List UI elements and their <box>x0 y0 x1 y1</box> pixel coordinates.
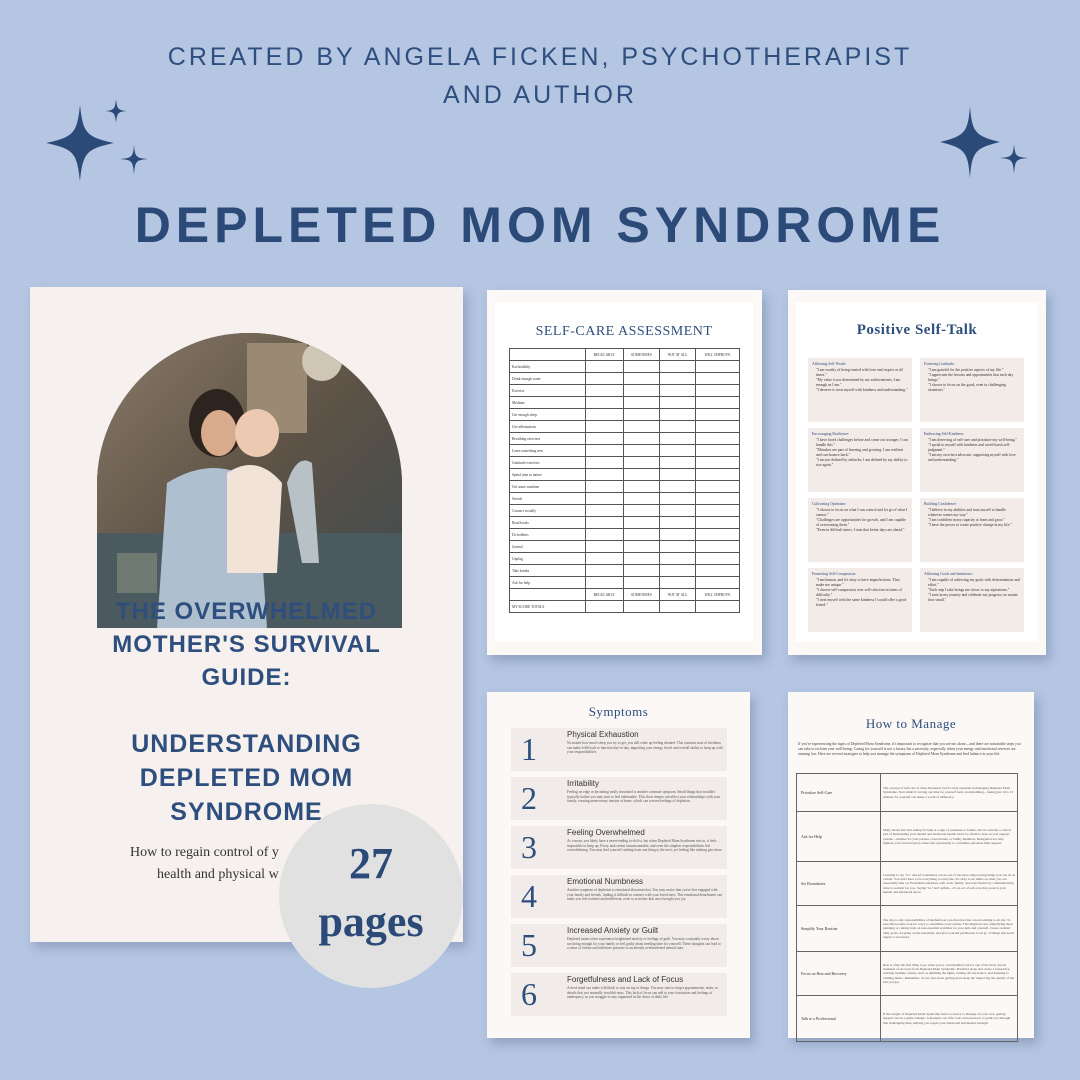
self-care-checkbox-cell[interactable] <box>695 481 739 493</box>
self-care-row-label: Use affirmations <box>510 421 586 433</box>
symptom-description: Another symptom of depletion is emotional disconnection. You may notice that you're less engaged with your family and friends, finding it difficult to connect with your loved ones. This emotional detachment can make you feel isolated and indifferent, even to activities that once brought you joy. <box>567 888 722 902</box>
self-care-column-header: NOT AT ALL <box>660 349 696 361</box>
manage-row <box>797 862 1018 906</box>
affirmation-box <box>808 498 912 562</box>
manage-description: The day-to-day responsibilities of motherhood can often feel like a never-ending to-do list. To ease this burden, look for ways to streamline your routine. This might involve simplifying meal planning or cutting back on non-essential activities for your kids and yourself. Create realistic daily goals, focusing on the essentials, and give yourself permission to let go of things that aren't urgent or necessary. <box>881 906 1018 952</box>
affirmation-line: "I choose to focus on what I can control and let go of what I cannot." <box>816 508 908 517</box>
affirmation-line: "I am human, and it's okay to have imperfections. They make me unique." <box>816 578 901 587</box>
cover-title-1 <box>50 595 443 694</box>
self-care-checkbox-cell[interactable] <box>586 481 624 493</box>
self-care-checkbox-cell[interactable] <box>695 529 739 541</box>
self-care-score-cell[interactable] <box>586 601 624 613</box>
self-care-row-label: Unplug <box>510 553 586 565</box>
self-care-checkbox-cell[interactable] <box>660 457 696 469</box>
self-care-row <box>510 541 740 553</box>
header-line-2: AND AUTHOR <box>443 81 637 109</box>
self-care-checkbox-cell[interactable] <box>695 553 739 565</box>
manage-strategy: Set Boundaries <box>797 862 881 906</box>
affirmation-line: "I treat myself with the same kindness I would offer a good friend." <box>816 598 907 607</box>
affirmation-line: "Even in difficult times, I trust that better days are ahead." <box>816 528 905 532</box>
self-care-checkbox-cell[interactable] <box>695 385 739 397</box>
self-care-checkbox-cell[interactable] <box>660 529 696 541</box>
self-care-checkbox-cell[interactable] <box>623 397 660 409</box>
affirmation-heading: Building Confidence: <box>924 502 957 506</box>
self-care-checkbox-cell[interactable] <box>660 421 696 433</box>
symptom-item <box>511 973 727 1016</box>
self-care-checkbox-cell[interactable] <box>623 481 660 493</box>
self-care-checkbox-cell[interactable] <box>586 529 624 541</box>
self-care-title: SELF-CARE ASSESSMENT <box>535 324 713 339</box>
cover-subtitle-line-1: How to regain control of y <box>130 845 279 860</box>
affirmation-line: "I appreciate the lessons and opportunities that each day brings." <box>928 373 1014 382</box>
affirmation-heading: Encouraging Resilience: <box>812 432 850 436</box>
manage-strategy: Talk to a Professional <box>797 996 881 1042</box>
affirmation-line: "Challenges are opportunities for growth, and I am capable of overcoming them." <box>816 518 906 527</box>
affirmation-line: "Mistakes are part of learning and growing. I am resilient and can bounce back." <box>816 448 904 457</box>
symptom-number: 3 <box>521 829 537 865</box>
affirmation-box <box>920 358 1024 422</box>
self-care-row <box>510 565 740 577</box>
self-care-assessment-page <box>487 290 762 655</box>
affirmation-line: "I am not defined by setbacks; I am defined by my ability to rise again." <box>816 458 908 467</box>
symptom-title: Feeling Overwhelmed <box>567 828 645 837</box>
self-care-row-label: Ask for help <box>510 577 586 589</box>
cover-title-1-line-2: MOTHER'S SURVIVAL <box>112 631 381 658</box>
self-care-row <box>510 481 740 493</box>
manage-strategy: Prioritize Self-Care <box>797 774 881 812</box>
self-care-checkbox-cell[interactable] <box>660 361 696 373</box>
self-care-row-label: Gratitude exercises <box>510 457 586 469</box>
self-care-header-row <box>510 349 740 361</box>
affirmation-box <box>808 358 912 422</box>
self-care-checkbox-cell[interactable] <box>623 457 660 469</box>
self-care-row-label: Learn something new <box>510 445 586 457</box>
self-care-checkbox-cell[interactable] <box>586 445 624 457</box>
self-care-column-header: WILL IMPROVE <box>695 349 739 361</box>
self-care-score-cell[interactable] <box>660 601 696 613</box>
affirmation-line: "I am capable of achieving my goals with determination and effort." <box>928 578 1020 587</box>
manage-description: Many moms feel that asking for help is a sign of weakness or failure, but it's actually a critical part of maintaining your mental and emotional health. Don't be afraid to lean on your support system—whether it's your partner, close friends, or family members. Delegation not only lightens your load but gives others the opportunity to contribute and share their support. <box>881 812 1018 862</box>
self-care-row <box>510 577 740 589</box>
self-care-row <box>510 409 740 421</box>
sparkle-icon-right <box>930 100 1040 190</box>
affirmation-heading: Fostering Gratitude: <box>924 362 955 366</box>
self-care-checkbox-cell[interactable] <box>586 541 624 553</box>
manage-table <box>796 773 1018 1042</box>
manage-row <box>797 774 1018 812</box>
affirmation-heading: Affirming Goals and Intentions: <box>924 572 973 576</box>
symptoms-title: Symptoms <box>588 704 649 719</box>
manage-title: How to Manage <box>865 716 957 731</box>
self-care-checkbox-cell[interactable] <box>695 457 739 469</box>
self-care-checkbox-cell[interactable] <box>623 565 660 577</box>
manage-description: The concept of self-care is often discussed, but it's truly essential in managing Depleted Mom Syndrome. Start small if carving out time for yourself feels overwhelming—taking just 10 to 15 minutes for yourself can make a world of difference. <box>881 774 1018 812</box>
self-care-checkbox-cell[interactable] <box>586 373 624 385</box>
affirmation-line: "My value is not determined by my achievements; I am enough as I am." <box>816 378 901 387</box>
affirmation-box <box>808 568 912 632</box>
affirmation-box <box>920 568 1024 632</box>
self-care-checkbox-cell[interactable] <box>623 493 660 505</box>
manage-intro: If you're experiencing the signs of Depleted Mom Syndrome, it's important to recognize that you are not alone—and there are actionable steps you can take to reclaim your well-being. Caring for yourself is not a luxury but a necessity, especially when your energy and emotional reserves are running low. Here are several strategies to help you manage the symptoms of Depleted Mom Syndrome and find balance in your life. <box>798 742 1021 756</box>
manage-strategy: Simplify Your Routine <box>797 906 881 952</box>
self-care-checkbox-cell[interactable] <box>695 445 739 457</box>
page-count-number: 27 <box>349 839 393 888</box>
self-care-checkbox-cell[interactable] <box>695 409 739 421</box>
affirmation-line: "I believe in my abilities and trust myself to handle whatever comes my way." <box>928 508 1006 517</box>
manage-strategy: Focus on Rest and Recovery <box>797 952 881 996</box>
manage-description: Rest is often the first thing to go when you're overwhelmed, but it's one of the most crucial elements of recovery from Depleted Mom Syndrome. Prioritize sleep and create a restorative, relaxing bedtime routine, such as dimming the lights, turning off electronics, and listening to calming music. Remember, it's not just about getting more sleep but improving the quality of the rest you get. <box>881 952 1018 996</box>
self-care-checkbox-cell[interactable] <box>623 385 660 397</box>
self-care-checkbox-cell[interactable] <box>623 373 660 385</box>
self-care-checkbox-cell[interactable] <box>695 577 739 589</box>
self-care-checkbox-cell[interactable] <box>660 493 696 505</box>
self-care-checkbox-cell[interactable] <box>695 493 739 505</box>
self-care-checkbox-cell[interactable] <box>586 385 624 397</box>
self-care-checkbox-cell[interactable] <box>660 505 696 517</box>
symptom-description: No matter how much sleep you try to get, you still wake up feeling drained. This constant state of tiredness can make it difficult to function day-to-day, impacting your energy levels and overall ability to keep up with your responsibilities. <box>567 741 723 755</box>
self-care-column-header: WILL IMPROVE <box>695 589 739 601</box>
manage-row <box>797 906 1018 952</box>
self-care-table <box>509 348 740 613</box>
self-care-score-label: MY SCORE TOTALS <box>510 601 586 613</box>
affirmation-line: "I am my own best advocate, supporting myself with love and understanding." <box>928 453 1016 462</box>
cover-subtitle-line-2: health and physical w <box>157 867 279 882</box>
header-line-1: CREATED BY ANGELA FICKEN, PSYCHOTHERAPIST <box>167 43 913 71</box>
self-care-checkbox-cell[interactable] <box>660 409 696 421</box>
affirmation-box <box>808 428 912 492</box>
self-care-checkbox-cell[interactable] <box>695 397 739 409</box>
self-care-checkbox-cell[interactable] <box>660 565 696 577</box>
positive-self-talk-page <box>788 290 1046 655</box>
symptom-title: Increased Anxiety or Guilt <box>567 926 659 935</box>
symptom-item <box>511 777 727 820</box>
affirmation-line: "I choose self-compassion over self-criticism in times of difficulty." <box>816 588 902 597</box>
cover-title-2-line-3: SYNDROME <box>170 798 323 826</box>
symptom-number: 4 <box>521 878 537 914</box>
cover-title-2-line-2: DEPLETED MOM <box>139 764 354 792</box>
page-count-label: pages <box>318 897 424 946</box>
manage-row <box>797 996 1018 1042</box>
self-care-row-label: Connect socially <box>510 505 586 517</box>
self-care-checkbox-cell[interactable] <box>586 577 624 589</box>
manage-row <box>797 812 1018 862</box>
self-care-column-header: SOMETIMES <box>623 349 660 361</box>
self-care-row <box>510 397 740 409</box>
symptom-item <box>511 728 727 771</box>
self-care-checkbox-cell[interactable] <box>586 505 624 517</box>
self-care-row-label: Journal <box>510 541 586 553</box>
self-care-checkbox-cell[interactable] <box>586 457 624 469</box>
manage-row <box>797 952 1018 996</box>
symptom-title: Irritability <box>567 779 600 788</box>
self-care-row-label: Breathing exercises <box>510 433 586 445</box>
manage-description: If the weight of Depleted Mom Syndrome feels too heavy to manage on your own, getting support can be a game-changer. A therapist can offer tools and resources to guide you through this challenging time, helping you regain your emotional and mental strength. <box>881 996 1018 1042</box>
symptom-item <box>511 924 727 967</box>
self-care-row <box>510 457 740 469</box>
self-care-row-label: Stretch <box>510 493 586 505</box>
self-care-row-label: Read books <box>510 517 586 529</box>
sparkle-icon-left <box>34 95 164 195</box>
self-care-checkbox-cell[interactable] <box>695 433 739 445</box>
symptom-title: Emotional Numbness <box>567 877 644 886</box>
self-care-checkbox-cell[interactable] <box>623 517 660 529</box>
main-title: DEPLETED MOM SYNDROME <box>134 197 946 253</box>
self-care-checkbox-cell[interactable] <box>586 469 624 481</box>
self-care-checkbox-cell[interactable] <box>586 493 624 505</box>
self-care-row-label: Take breaks <box>510 565 586 577</box>
self-care-row <box>510 469 740 481</box>
self-care-checkbox-cell[interactable] <box>586 517 624 529</box>
self-care-checkbox-cell[interactable] <box>660 385 696 397</box>
affirmation-line: "I am deserving of self-care and prioritize my well-being." <box>928 438 1018 442</box>
self-care-row <box>510 445 740 457</box>
self-care-row-label: Spend time in nature <box>510 469 586 481</box>
self-care-row <box>510 529 740 541</box>
self-care-column-header: NOT AT ALL <box>660 589 696 601</box>
self-care-checkbox-cell[interactable] <box>695 421 739 433</box>
self-care-header-empty <box>510 349 586 361</box>
symptom-number: 5 <box>521 927 537 963</box>
self-care-checkbox-cell[interactable] <box>623 577 660 589</box>
symptom-description: Depleted moms often experience heightened anxiety or feelings of guilt. You may constantly worry about not doing enough for your family or feel guilty about needing time for yourself. These thoughts can lead to a sense of failure and add more pressure to an already overburdened mental state. <box>567 937 721 951</box>
self-care-row <box>510 493 740 505</box>
affirmation-box <box>920 428 1024 492</box>
self-care-checkbox-cell[interactable] <box>623 529 660 541</box>
self-care-row-label: Do hobbies <box>510 529 586 541</box>
self-care-checkbox-cell[interactable] <box>623 505 660 517</box>
self-care-checkbox-cell[interactable] <box>660 481 696 493</box>
self-care-column-header: SOMETIMES <box>623 589 660 601</box>
affirmation-heading: Cultivating Optimism: <box>812 502 847 506</box>
self-care-checkbox-cell[interactable] <box>695 505 739 517</box>
self-care-row <box>510 385 740 397</box>
affirmation-line: "I have faced challenges before and come out stronger. I can handle this." <box>816 438 908 447</box>
manage-strategy: Ask for Help <box>797 812 881 862</box>
affirmation-line: "I trust in my journey and celebrate my progress, no matter how small." <box>928 593 1018 602</box>
self-care-checkbox-cell[interactable] <box>586 433 624 445</box>
self-care-row-label: Get some sunshine <box>510 481 586 493</box>
self-care-row <box>510 517 740 529</box>
symptom-description: A tired mind can make it difficult to stay on top of things. You may start to forget appointments, tasks, or details that you normally wouldn't miss. This lack of focus can add to your frustration and feelings of inadequacy, as you struggle to stay organized in the chaos of daily life. <box>567 986 718 1000</box>
self-care-checkbox-cell[interactable] <box>623 361 660 373</box>
self-care-row <box>510 553 740 565</box>
cover-title-1-line-1: THE OVERWHELMED <box>115 598 378 625</box>
affirmation-heading: Affirming Self-Worth: <box>812 362 847 366</box>
self-care-checkbox-cell[interactable] <box>586 409 624 421</box>
symptom-item <box>511 875 727 918</box>
affirmation-line: "I am confident in my capacity to learn and grow." <box>928 518 1005 522</box>
affirmation-heading: Embracing Self-Kindness: <box>924 432 965 436</box>
self-care-checkbox-cell[interactable] <box>660 517 696 529</box>
affirmation-line: "I am grateful for the positive aspects of my life." <box>928 368 1004 372</box>
symptom-title: Forgetfulness and Lack of Focus <box>567 975 684 984</box>
positive-title: Positive Self-Talk <box>856 322 978 338</box>
self-care-checkbox-cell[interactable] <box>623 541 660 553</box>
page-count-badge <box>279 804 463 988</box>
affirmation-line: "I have the power to create positive change in my life." <box>928 523 1012 527</box>
affirmation-box <box>920 498 1024 562</box>
symptom-item <box>511 826 727 869</box>
self-care-row <box>510 361 740 373</box>
self-care-row <box>510 421 740 433</box>
self-care-row-label: Meditate <box>510 397 586 409</box>
affirmation-line: "Each step I take brings me closer to my aspirations." <box>928 588 1010 592</box>
self-care-score-cell[interactable] <box>695 601 739 613</box>
self-care-checkbox-cell[interactable] <box>623 409 660 421</box>
self-care-checkbox-cell[interactable] <box>660 433 696 445</box>
self-care-checkbox-cell[interactable] <box>586 421 624 433</box>
self-care-checkbox-cell[interactable] <box>695 517 739 529</box>
self-care-checkbox-cell[interactable] <box>660 397 696 409</box>
self-care-row-label: Get enough sleep <box>510 409 586 421</box>
self-care-checkbox-cell[interactable] <box>586 565 624 577</box>
self-care-checkbox-cell[interactable] <box>695 541 739 553</box>
self-care-checkbox-cell[interactable] <box>660 469 696 481</box>
symptom-number: 2 <box>521 780 537 816</box>
self-care-row <box>510 373 740 385</box>
self-care-row-label: Exercise <box>510 385 586 397</box>
symptom-description: As a mom, you likely have a never-ending to-do list, but when Depleted Mom Syndrome sets in, it feels impossible to keep up. Every task seems insurmountable, and even the simplest responsibilities feel overwhelming. You may find yourself rushing from one thing to the next, yet feeling like nothing gets done. <box>567 839 723 853</box>
self-care-checkbox-cell[interactable] <box>660 445 696 457</box>
cover-title-1-line-3: GUIDE: <box>201 664 292 691</box>
self-care-checkbox-cell[interactable] <box>660 553 696 565</box>
self-care-score-row <box>510 601 740 613</box>
self-care-column-header: REGULARLY <box>586 589 624 601</box>
affirmation-line: "I am worthy of being treated with love and respect at all times." <box>816 368 903 377</box>
symptoms-page <box>487 692 750 1038</box>
self-care-checkbox-cell[interactable] <box>623 421 660 433</box>
affirmation-line: "I deserve to treat myself with kindness and understanding." <box>816 388 908 392</box>
self-care-checkbox-cell[interactable] <box>660 577 696 589</box>
self-care-checkbox-cell[interactable] <box>695 565 739 577</box>
self-care-checkbox-cell[interactable] <box>586 553 624 565</box>
self-care-checkbox-cell[interactable] <box>586 361 624 373</box>
affirmation-line: "I choose to focus on the good, even in challenging situations." <box>928 383 1006 392</box>
cover-title-2-line-1: UNDERSTANDING <box>131 730 362 758</box>
cover-photo <box>97 333 402 628</box>
self-care-checkbox-cell[interactable] <box>660 541 696 553</box>
self-care-score-cell[interactable] <box>623 601 660 613</box>
self-care-column-header: REGULARLY <box>586 349 624 361</box>
self-care-row-label: Drink enough water <box>510 373 586 385</box>
self-care-checkbox-cell[interactable] <box>586 397 624 409</box>
self-care-checkbox-cell[interactable] <box>623 553 660 565</box>
self-care-checkbox-cell[interactable] <box>695 373 739 385</box>
symptom-description: Feeling on edge or becoming easily frustrated is another common symptom. Small things that wouldn't typically bother you may start to feel unbearable. This short temper can affect your relationships with your family, creating unnecessary tension at home, which can worsen feelings of depletion. <box>567 790 721 804</box>
self-care-checkbox-cell[interactable] <box>695 469 739 481</box>
affirmation-line: "I speak to myself with kindness and avoid harsh self-judgment." <box>928 443 1011 452</box>
self-care-checkbox-cell[interactable] <box>623 469 660 481</box>
self-care-row <box>510 505 740 517</box>
self-care-checkbox-cell[interactable] <box>623 433 660 445</box>
self-care-row-label: Eat healthily <box>510 361 586 373</box>
symptom-title: Physical Exhaustion <box>567 730 639 739</box>
self-care-checkbox-cell[interactable] <box>695 361 739 373</box>
self-care-header-empty <box>510 589 586 601</box>
how-to-manage-page <box>788 692 1034 1038</box>
self-care-row <box>510 433 740 445</box>
affirmation-heading: Promoting Self-Compassion: <box>812 572 857 576</box>
symptom-number: 1 <box>521 731 537 767</box>
self-care-header-row <box>510 589 740 601</box>
symptom-number: 6 <box>521 976 537 1012</box>
manage-description: Learning to say "no" and set boundaries can be one of the most empowering things you can do as a mom. You don't have to be everything to everyone. It's okay to set limits on what you can reasonably take on. Establish boundaries with work, family, and even friends by communicating what is realistic for you. Saying "no" isn't selfish—it's an act of self-care that protects your mental and emotional space. <box>881 862 1018 906</box>
self-care-checkbox-cell[interactable] <box>623 445 660 457</box>
self-care-checkbox-cell[interactable] <box>660 373 696 385</box>
